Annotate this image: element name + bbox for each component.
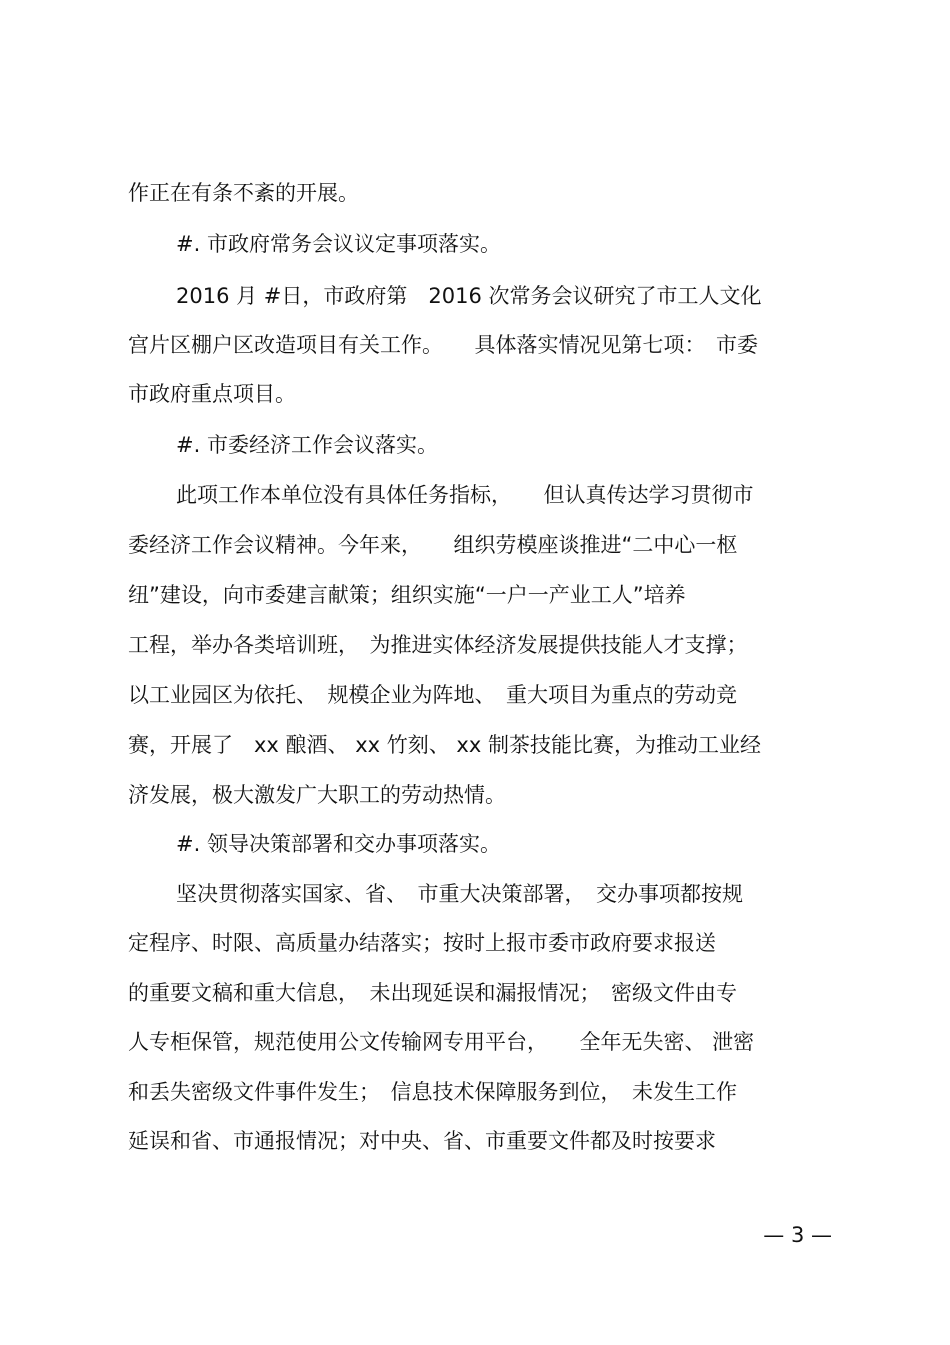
text-line: 的重要文稿和重大信息， 未出现延误和漏报情况； 密级文件由专	[128, 981, 737, 1005]
text-line: 延误和省、市通报情况；对中央、省、市重要文件都及时按要求	[128, 1129, 716, 1153]
text-line: 人专柜保管，规范使用公文传输网专用平台， 全年无失密、 泄密	[128, 1030, 755, 1054]
section-heading: #. 市政府常务会议议定事项落实。	[176, 232, 501, 256]
text-line: 市政府重点项目。	[128, 382, 296, 406]
text-line: 定程序、时限、高质量办结落实；按时上报市委市政府要求报送	[128, 931, 716, 955]
text-line: 和丢失密级文件事件发生； 信息技术保障服务到位， 未发生工作	[128, 1080, 737, 1104]
text-line: 坚决贯彻落实国家、省、 市重大决策部署， 交办事项都按规	[176, 882, 743, 906]
section-heading: #. 领导决策部署和交办事项落实。	[176, 832, 501, 856]
page-number: — 3 —	[763, 1223, 832, 1247]
text-line: 此项工作本单位没有具体任务指标， 但认真传达学习贯彻市	[176, 483, 754, 507]
text-line: 委经济工作会议精神。今年来， 组织劳模座谈推进“二中心一枢	[128, 533, 738, 557]
text-line: 赛，开展了 xx 酿酒、 xx 竹刻、 xx 制茶技能比赛，为推动工业经	[128, 733, 761, 757]
text-line: 济发展，极大激发广大职工的劳动热情。	[128, 783, 506, 807]
text-line: 作正在有条不紊的开展。	[128, 181, 359, 205]
text-line: 以工业园区为依托、 规模企业为阵地、 重大项目为重点的劳动竞	[128, 683, 737, 707]
text-line: 纽”建设，向市委建言献策；组织实施“一户一产业工人”培养	[128, 583, 686, 607]
text-line: 工程，举办各类培训班， 为推进实体经济发展提供技能人才支撑；	[128, 633, 748, 657]
text-line: 2016 月 #日，市政府第 2016 次常务会议研究了市工人文化	[176, 284, 762, 308]
section-heading: #. 市委经济工作会议落实。	[176, 433, 438, 457]
text-line: 宫片区棚户区改造项目有关工作。 具体落实情况见第七项： 市委	[128, 333, 758, 357]
